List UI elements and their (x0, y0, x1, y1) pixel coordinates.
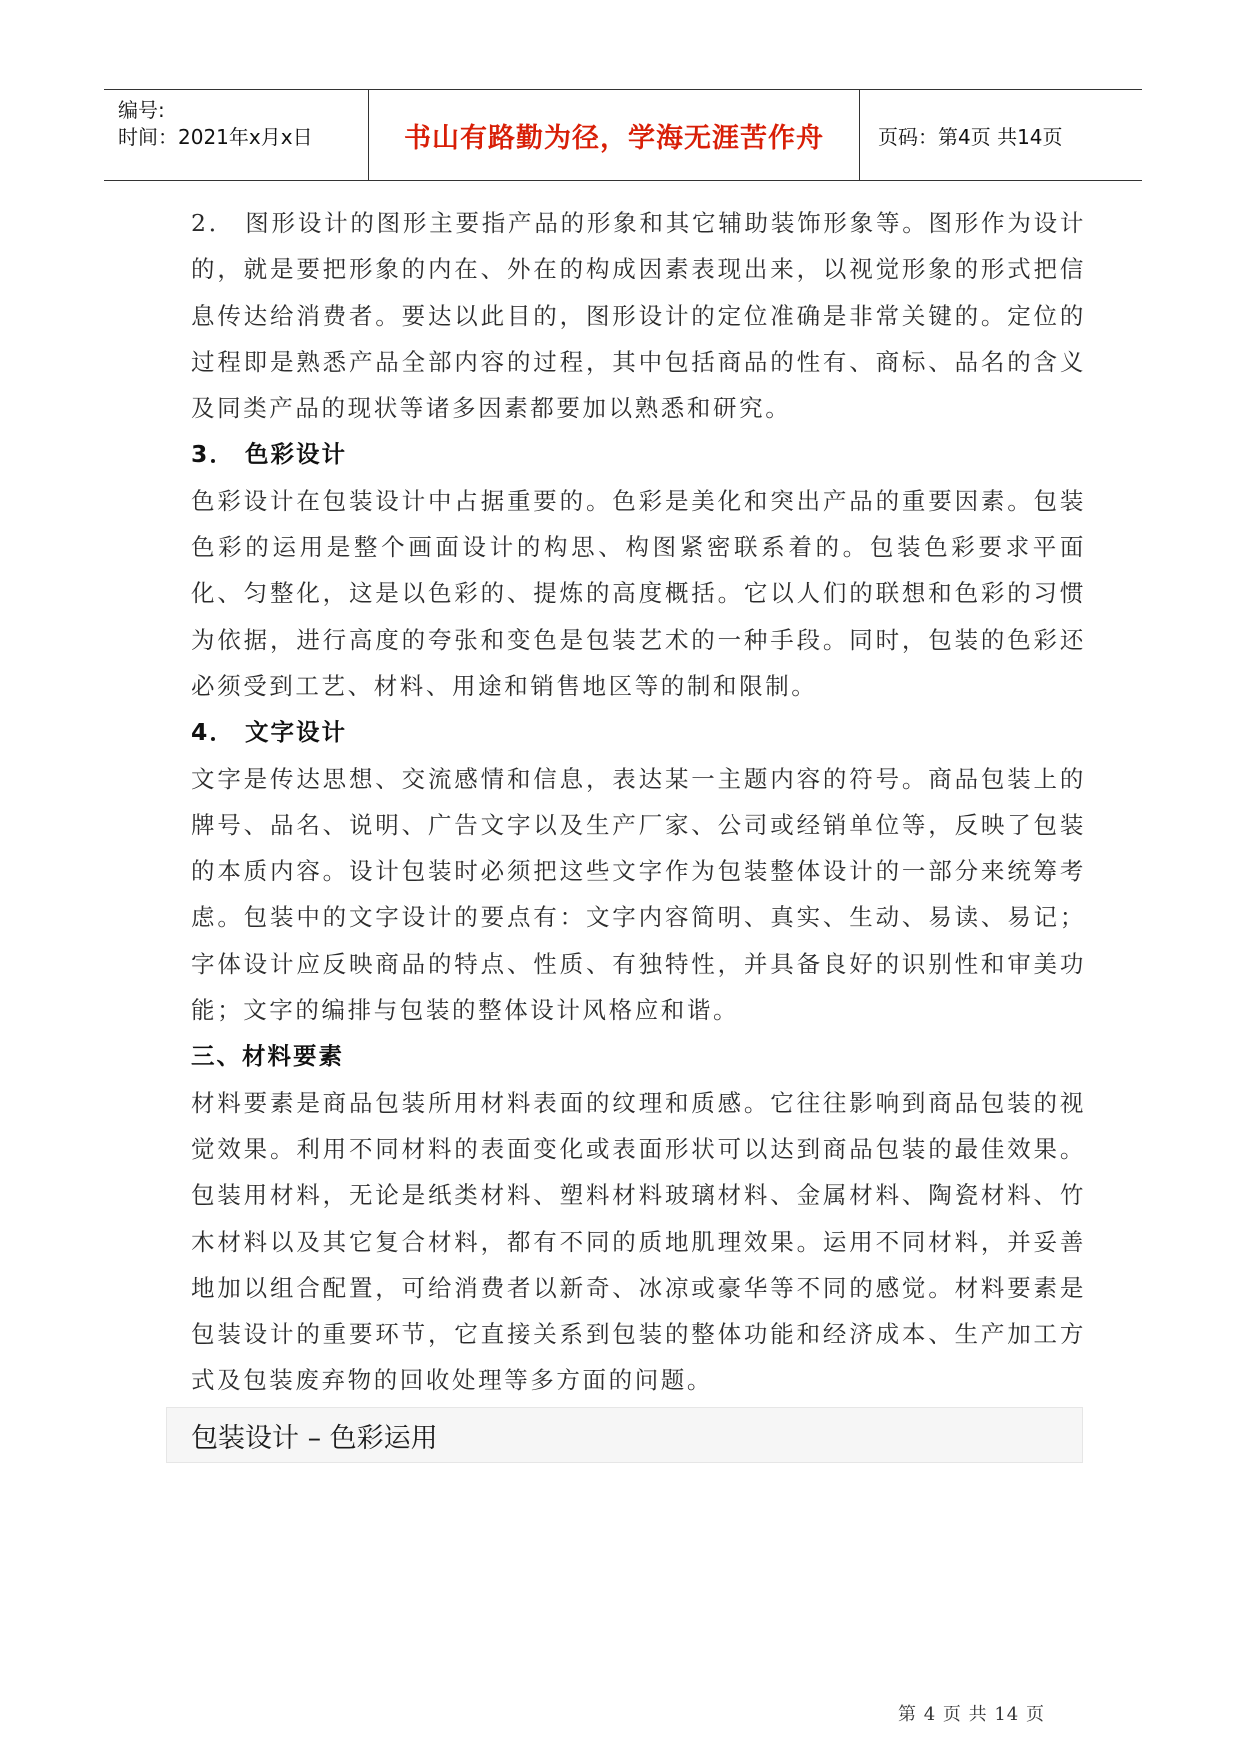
header-page-label: 页码：第4页 共14页 (878, 124, 1063, 149)
section-title-bar: 包装设计 – 色彩运用 (166, 1407, 1083, 1463)
paragraph-color-design: 色彩设计在包装设计中占据重要的。色彩是美化和突出产品的重要因素。包装色彩的运用是整个画面设计的构思、构图紧密联系着的。包装色彩要求平面化、匀整化，这是以色彩的、提炼的高度概括。它以人们的联想和色彩的习惯为依据，进行高度的夸张和变色是包装艺术的一种手段。同时，包装的色彩还必须受到工艺、材料、用途和销售地区等的制和限制。 (191, 486, 1086, 700)
heading-material-elements: 三、材料要素 (191, 1042, 344, 1071)
header-page-cell (860, 90, 1142, 180)
page-footer: 第 4 页 共 14 页 (898, 1704, 1045, 1725)
page-header (104, 89, 1142, 181)
header-number-label: 编号: (118, 98, 165, 122)
header-time-label: 时间：2021年x月x日 (118, 125, 313, 149)
heading-text-design: 4． 文字设计 (191, 718, 348, 747)
heading-color-design: 3． 色彩设计 (191, 440, 348, 469)
paragraph-material-elements: 材料要素是商品包装所用材料表面的纹理和质感。它往往影响到商品包装的视觉效果。利用不同材料的表面变化或表面形状可以达到商品包装的最佳效果。包装用材料，无论是纸类材料、塑料材料玻璃材料、金属材料、陶瓷材料、竹木材料以及其它复合材料，都有不同的质地肌理效果。运用不同材料，并妥善地加以组合配置，可给消费者以新奇、冰凉或豪华等不同的感觉。材料要素是包装设计的重要环节，它直接关系到包装的整体功能和经济成本、生产加工方式及包装废弃物的回收处理等多方面的问题。 (191, 1088, 1086, 1395)
document-body (191, 200, 1086, 1404)
header-motto: 书山有路勤为径，学海无涯苦作舟 (404, 122, 824, 154)
paragraph-text-design: 文字是传达思想、交流感情和信息，表达某一主题内容的符号。商品包装上的牌号、品名、说明、广告文字以及生产厂家、公司或经销单位等，反映了包装的本质内容。设计包装时必须把这些文字作为包装整体设计的一部分来统筹考虑。包装中的文字设计的要点有：文字内容简明、真实、生动、易读、易记；字体设计应反映商品的特点、性质、有独特性，并具备良好的识别性和审美功能；文字的编排与包装的整体设计风格应和谐。 (191, 764, 1086, 1025)
header-motto-cell (369, 90, 860, 180)
paragraph-graphic-design: 2． 图形设计的图形主要指产品的形象和其它辅助装饰形象等。图形作为设计的，就是要把形象的内在、外在的构成因素表现出来，以视觉形象的形式把信息传达给消费者。要达以此目的，图形设计的定位准确是非常关键的。定位的过程即是熟悉产品全部内容的过程，其中包括商品的性有、商标、品名的含义及同类产品的现状等诸多因素都要加以熟悉和研究。 (191, 209, 1086, 423)
header-meta-cell (104, 90, 369, 180)
